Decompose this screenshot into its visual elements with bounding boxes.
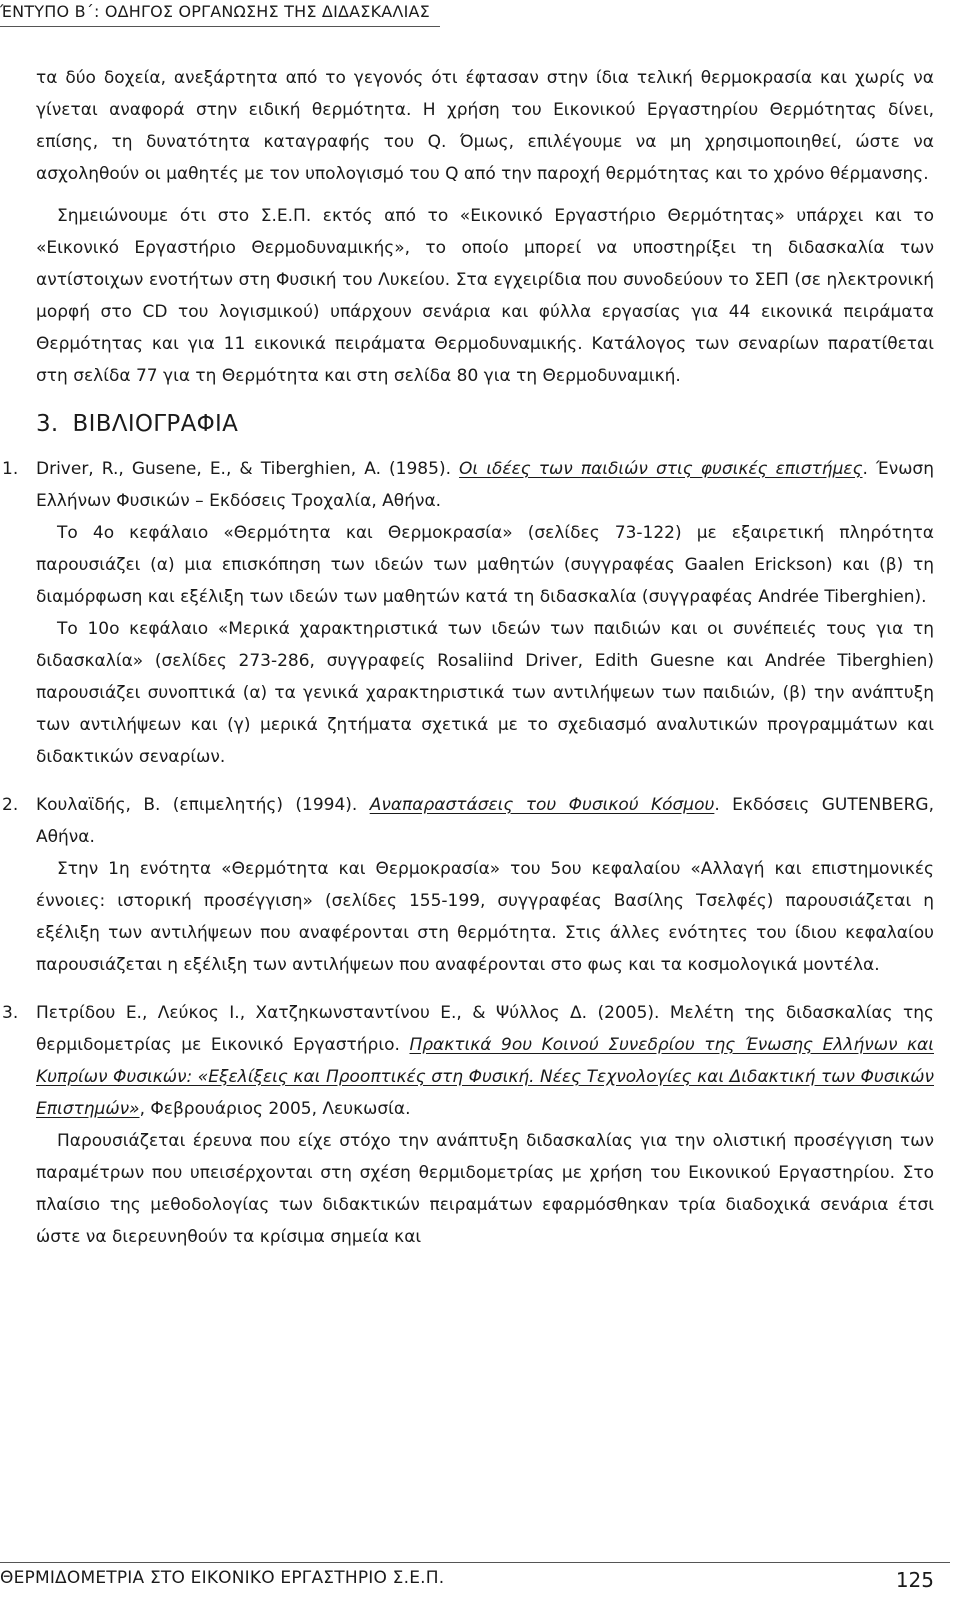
reference-citation — [36, 997, 934, 1125]
section-heading — [36, 409, 934, 439]
page-header: ΈΝΤΥΠΟ Β΄: ΟΔΗΓΟΣ ΟΡΓΑΝΩΣΗΣ ΤΗΣ ΔΙΔΑΣΚΑΛΙΑΣ — [0, 2, 430, 21]
reference-authors: Κουλαϊδής, Β. (επιμελητής) (1994). — [36, 795, 370, 815]
reference-title: Οι ιδέες των παιδιών στις φυσικές επιστήμες — [459, 459, 863, 479]
reference-description: Παρουσιάζεται έρευνα που είχε στόχο την ανάπτυξη διδασκαλίας για την ολιστική προσέγγιση των παραμέτρων που υπεισέρχονται στη σχέση θερμιδομετρίας με χρήση του Εικονικού Εργαστηρίου. Στο πλαίσιο της μεθοδολογίας των διδακτικών πειραμάτων εφαρμόσθηκαν τρία διαδοχικά σενάρια έτσι ώστε να διερευνηθούν τα κρίσιμα σημεία και — [36, 1131, 934, 1247]
reference-description: Το 4ο κεφάλαιο «Θερμότητα και Θερμοκρασία» (σελίδες 73-122) με εξαιρετική πληρότητα παρουσιάζει (α) μια επισκόπηση των ιδεών των μαθητών (συγγραφέας Gaalen Erickson) και (β) τη διαμόρφωση και εξέλιξη των ιδεών των μαθητών κατά τη διδασκαλία (συγγραφέας Andrée Tiberghien). — [36, 523, 934, 607]
reference-number: 3. — [2, 1003, 19, 1023]
reference-publisher: . Ένωση Ελλήνων Φυσικών – Εκδόσεις Τροχαλία, Αθήνα. — [36, 459, 934, 511]
intro-paragraph-1: τα δύο δοχεία, ανεξάρτητα από το γεγονός ότι έφτασαν στην ίδια τελική θερμοκρασία και χωρίς να γίνεται αναφορά στην ειδική θερμότητα. Η χρήση του Εικονικού Εργαστηρίου Θερμότητας δίνει, επίσης, τη δυνατότητα καταγραφής του Q. Όμως, επιλέγουμε να μη χρησιμοποιηθεί, ώστε να ασχοληθούν οι μαθητές με τον υπολογισμό του Q από την παροχή θερμότητας και το χρόνο θέρμανσης. — [36, 68, 934, 184]
page-number: 125 — [895, 1568, 934, 1592]
reference-citation — [36, 789, 934, 853]
section-title: ΒΙΒΛΙΟΓΡΑΦΙΑ — [72, 411, 239, 437]
reference-publisher: . Εκδόσεις GUTENBERG, Αθήνα. — [36, 795, 935, 847]
reference-title: Αναπαραστάσεις του Φυσικού Κόσμου — [369, 795, 715, 815]
reference-authors: Driver, R., Gusene, E., & Tiberghien, A. (1985). — [36, 459, 460, 479]
reference-description: Στην 1η ενότητα «Θερμότητα και Θερμοκρασία» του 5ου κεφαλαίου «Αλλαγή και επιστημονικές έννοιες: ιστορική προσέγγιση» (σελίδες 155-199, συγγραφέας Βασίλης Τσελφές) παρουσιάζεται η εξέλιξη των αντιλήψεων που αναφέρονται στη θερμότητα. Στις άλλες ενότητες του ίδιου κεφαλαίου παρουσιάζεται η εξέλιξη των αντιλήψεων που αναφέρονται στο φως και τα κοσμολογικά μοντέλα. — [36, 859, 934, 975]
reference-item-1 — [2, 453, 934, 773]
reference-number: 1. — [2, 459, 19, 479]
reference-publisher: , Φεβρουάριος 2005, Λευκωσία. — [139, 1099, 411, 1119]
reference-title: Πρακτικά 9ου Κοινού Συνεδρίου της Ένωσης Ελλήνων και Κυπρίων Φυσικών: «Εξελίξεις και Προοπτικές στη Φυσική. Νέες Τεχνολογίες και Διδακτική των Φυσικών Επιστημών» — [36, 1035, 934, 1119]
intro-paragraph-2: Σημειώνουμε ότι στο Σ.Ε.Π. εκτός από το «Εικονικό Εργαστήριο Θερμότητας» υπάρχει και το «Εικονικό Εργαστήριο Θερμοδυναμικής», το οποίο μπορεί να υποστηρίξει τη διδασκαλία των αντίστοιχων ενοτήτων στη Φυσική του Λυκείου. Στα εγχειρίδια που συνοδεύουν το ΣΕΠ (σε ηλεκτρονική μορφή στο CD του λογισμικού) υπάρχουν σενάρια και φύλλα εργασίας για 44 εικονικά πειράματα Θερμότητας και για 11 εικονικά πειράματα Θερμοδυναμικής. Κατάλογος των σεναρίων παρατίθεται στη σελίδα 77 για τη Θερμότητα και στη σελίδα 80 για τη Θερμοδυναμική. — [36, 206, 934, 386]
reference-item-2 — [2, 789, 935, 981]
reference-authors: Πετρίδου Ε., Λεύκος Ι., Χατζηκωνσταντίνου Ε., & Ψύλλος Δ. (2005). Μελέτη της διδασκαλίας της θερμιδομετρίας με Εικονικό Εργαστήριο. — [36, 1003, 934, 1055]
section-number: 3. — [36, 411, 59, 437]
page-content — [2, 62, 935, 1253]
reference-item-3 — [2, 997, 934, 1253]
reference-description: Το 10ο κεφάλαιο «Μερικά χαρακτηριστικά των ιδεών των παιδιών και οι συνέπειές τους για τη διδασκαλία» (σελίδες 273-286, συγγραφείς Rosaliind Driver, Edith Guesne και Andrée Tiberghien) παρουσιάζει συνοπτικά (α) τα γενικά χαρακτηριστικά των αντιλήψεων των παιδιών, (β) την ανάπτυξη των αντιλήψεων και (γ) μερικά ζητήματα σχετικά με το σχεδιασμό αναλυτικών προγραμμάτων και διδακτικών σεναρίων. — [36, 619, 934, 767]
reference-citation — [36, 453, 934, 517]
reference-number: 2. — [2, 795, 19, 815]
footer-title: ΘΕΡΜΙΔΟΜΕΤΡΙΑ ΣΤΟ ΕΙΚΟΝΙΚΟ ΕΡΓΑΣΤΗΡΙΟ Σ.Ε.Π. — [0, 1568, 445, 1588]
